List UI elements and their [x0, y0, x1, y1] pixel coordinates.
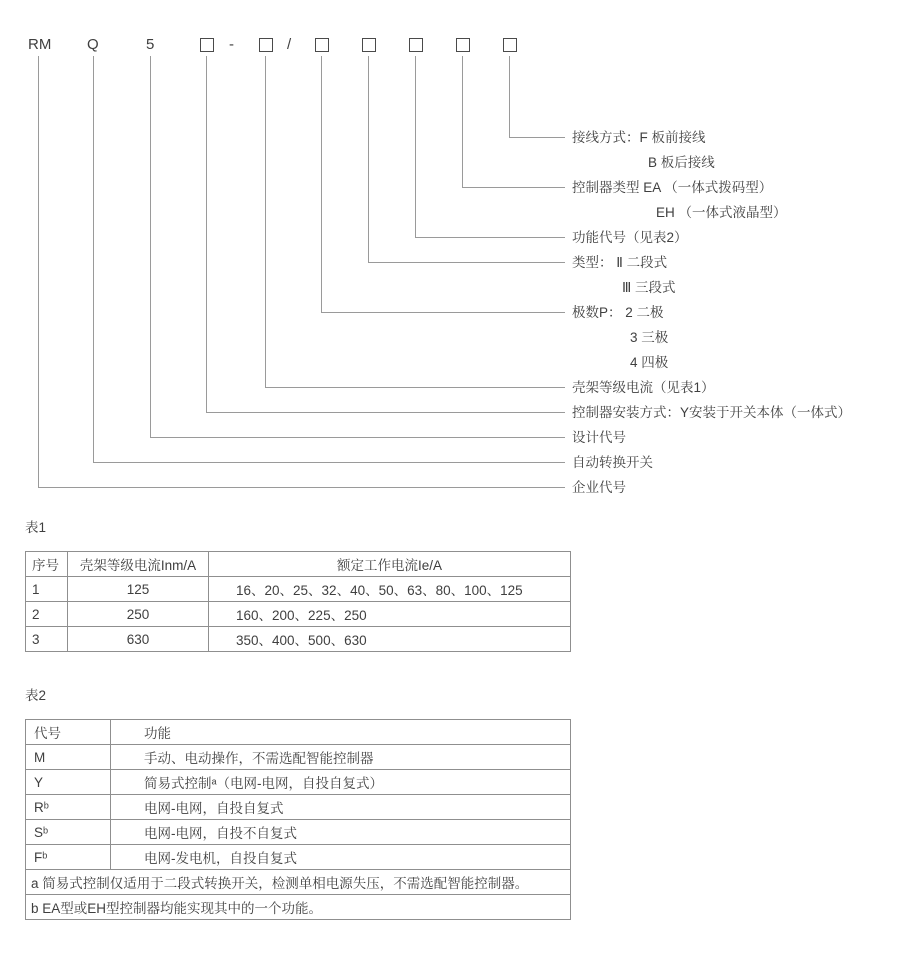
table2-header-function: 功能 — [111, 720, 571, 745]
table2-cell-function: 电网-电网，自投自复式 — [111, 795, 571, 820]
table1-header-index: 序号 — [26, 552, 68, 577]
code-box-type — [362, 38, 376, 52]
connector-vline-poles — [321, 56, 322, 312]
connector-hline-type — [368, 262, 565, 263]
table2-cell-code: Fᵇ — [26, 845, 111, 870]
table2-cell-function: 电网-发电机，自投自复式 — [111, 845, 571, 870]
code-part-slash: / — [287, 36, 292, 53]
code-part-dash: - — [229, 36, 234, 53]
connector-vline-ats — [93, 56, 94, 462]
table2-row — [26, 820, 571, 845]
code-box-wiring — [503, 38, 517, 52]
table1-cell-frame: 630 — [68, 627, 209, 652]
label-design-code: 设计代号 — [572, 430, 626, 445]
table2-cell-function: 手动、电动操作，不需选配智能控制器 — [111, 745, 571, 770]
table1-row — [26, 577, 571, 602]
table1-cell-index: 2 — [26, 602, 68, 627]
connector-hline-controller-mount — [206, 412, 565, 413]
connector-hline-company — [38, 487, 565, 488]
label-ats: 自动转换开关 — [572, 455, 653, 470]
connector-vline-controller-mount — [206, 56, 207, 412]
table2-row — [26, 770, 571, 795]
table2-cell-function: 简易式控制ᵃ（电网-电网，自投自复式） — [111, 770, 571, 795]
code-part-rm: RM — [28, 36, 52, 53]
label-poles-2: 极数P： 2 二极 — [572, 305, 664, 320]
connector-vline-function — [415, 56, 416, 237]
table1-row — [26, 627, 571, 652]
table1-cell-rated: 350、400、500、630 — [209, 627, 571, 652]
table1 — [25, 551, 571, 652]
connector-vline-wiring — [509, 56, 510, 137]
table2-footnote-row — [26, 870, 571, 895]
label-company-code: 企业代号 — [572, 480, 626, 495]
table1-cell-index: 3 — [26, 627, 68, 652]
connector-hline-poles — [321, 312, 565, 313]
table1-row — [26, 602, 571, 627]
table2-header-row — [26, 720, 571, 745]
table1-cell-frame: 250 — [68, 602, 209, 627]
connector-vline-frame-current — [265, 56, 266, 387]
table2-section — [25, 684, 571, 920]
code-part-q: Q — [87, 36, 99, 53]
table1-cell-rated: 160、200、225、250 — [209, 602, 571, 627]
table1-header-frame-current: 壳架等级电流Inm/A — [68, 552, 209, 577]
table1-header-rated-current: 额定工作电流Ie/A — [209, 552, 571, 577]
label-controller-mount: 控制器安装方式：Y安装于开关本体（一体式） — [572, 405, 852, 420]
connector-vline-type — [368, 56, 369, 262]
code-box-controller-mount — [200, 38, 214, 52]
label-wiring-f: 接线方式：F 板前接线 — [572, 130, 706, 145]
table2-cell-code: Rᵇ — [26, 795, 111, 820]
table2-footnote-row — [26, 895, 571, 920]
table2-footnote-a: a 简易式控制仅适用于二段式转换开关，检测单相电源失压，不需选配智能控制器。 — [26, 870, 571, 895]
label-frame-current: 壳架等级电流（见表1） — [572, 380, 715, 395]
table2-title: 表2 — [25, 688, 47, 703]
connector-hline-controller-type — [462, 187, 565, 188]
label-type-iii: Ⅲ 三段式 — [622, 280, 676, 295]
table2-header-code: 代号 — [26, 720, 111, 745]
label-controller-type-eh: EH （一体式液晶型） — [656, 205, 787, 220]
code-part-5: 5 — [146, 36, 155, 53]
label-type-ii: 类型： Ⅱ 二段式 — [572, 255, 668, 270]
table1-cell-rated: 16、20、25、32、40、50、63、80、100、125 — [209, 577, 571, 602]
table2 — [25, 719, 571, 920]
table2-cell-code: Sᵇ — [26, 820, 111, 845]
connector-vline-company — [38, 56, 39, 487]
code-box-poles — [315, 38, 329, 52]
code-box-function — [409, 38, 423, 52]
table2-row — [26, 845, 571, 870]
label-wiring-b: B 板后接线 — [648, 155, 715, 170]
table2-cell-code: M — [26, 745, 111, 770]
label-poles-3: 3 三极 — [630, 330, 669, 345]
label-controller-type-ea: 控制器类型 EA （一体式拨码型） — [572, 180, 773, 195]
label-function-code: 功能代号（见表2） — [572, 230, 688, 245]
table1-section — [25, 516, 571, 652]
code-box-controller-type — [456, 38, 470, 52]
table2-row — [26, 745, 571, 770]
table2-row — [26, 795, 571, 820]
table1-cell-frame: 125 — [68, 577, 209, 602]
label-poles-4: 4 四极 — [630, 355, 669, 370]
connector-hline-wiring — [509, 137, 565, 138]
table1-header-row — [26, 552, 571, 577]
table2-cell-code: Y — [26, 770, 111, 795]
table2-footnote-b: b EA型或EH型控制器均能实现其中的一个功能。 — [26, 895, 571, 920]
connector-hline-function — [415, 237, 565, 238]
connector-vline-controller-type — [462, 56, 463, 187]
connector-hline-frame-current — [265, 387, 565, 388]
connector-vline-design-code — [150, 56, 151, 437]
table1-cell-index: 1 — [26, 577, 68, 602]
connector-hline-ats — [93, 462, 565, 463]
connector-hline-design-code — [150, 437, 565, 438]
table1-title: 表1 — [25, 520, 47, 535]
code-box-frame-current — [259, 38, 273, 52]
table2-cell-function: 电网-电网，自投不自复式 — [111, 820, 571, 845]
